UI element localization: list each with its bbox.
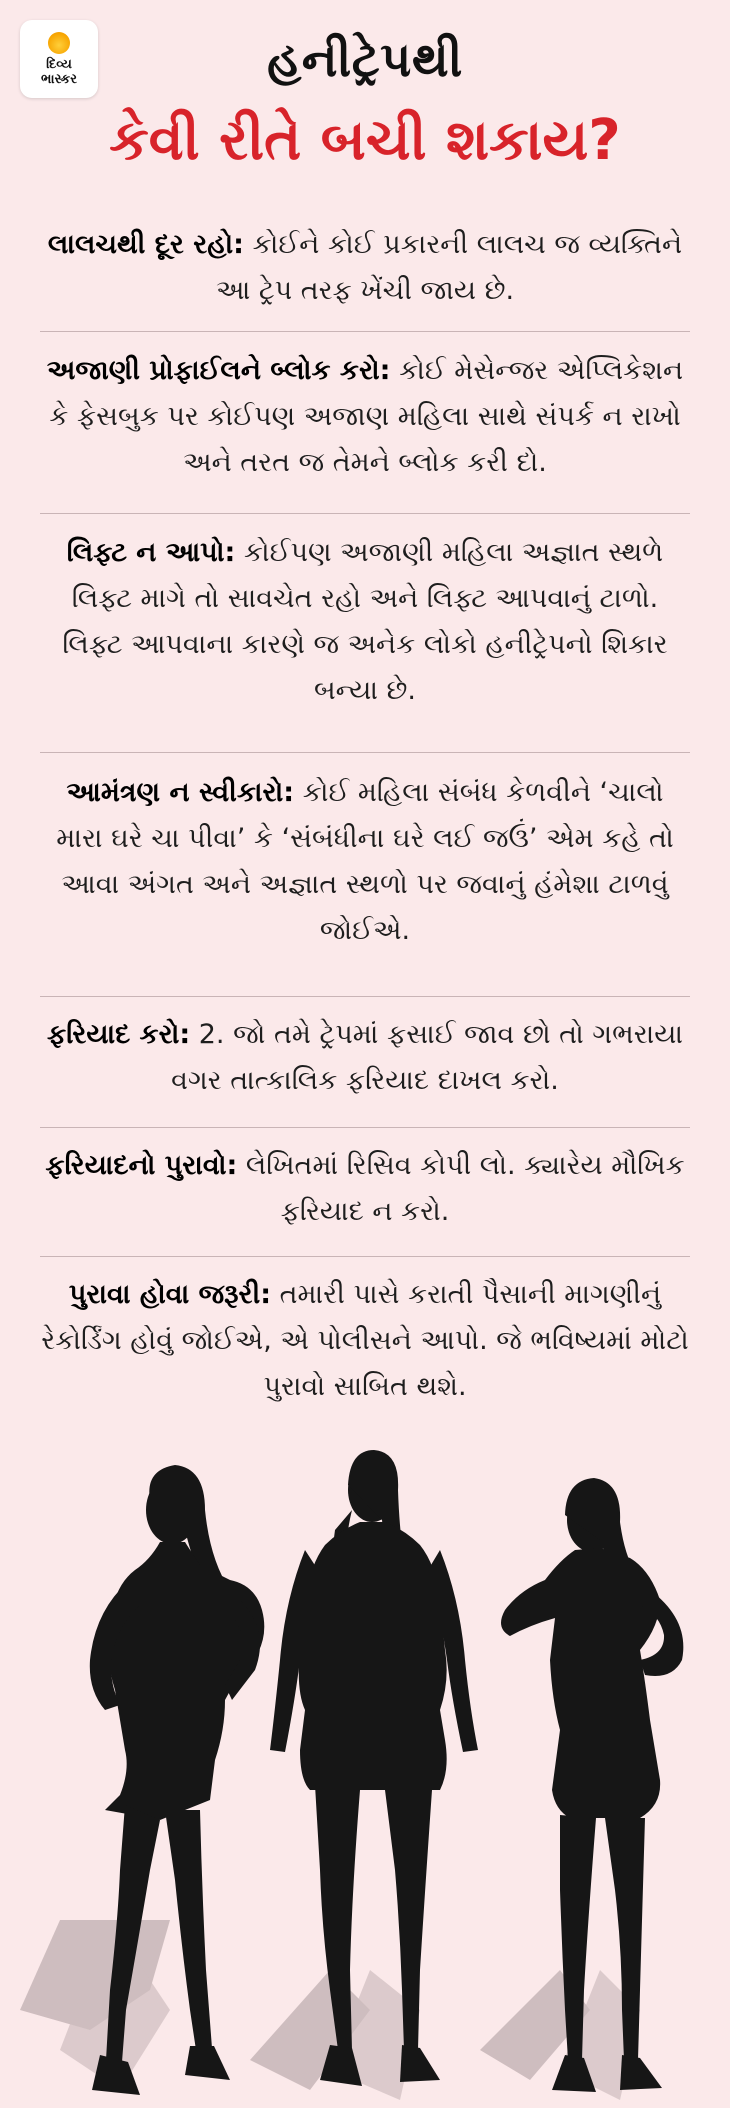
tip-3 [40,530,690,714]
tip-6-text: લેખિતમાં રિસિવ કોપી લો. ક્યારેય મૌખિક ફરિયાદ ન કરો. [237,1150,685,1227]
tip-4-heading: આમંત્રણ ન સ્વીકારો: [66,777,295,808]
tip-4 [40,770,690,954]
divider [40,752,690,753]
tip-2-text: કોઈ મેસેન્જર એપ્લિકેશન કે ફેસબુક પર કોઈપણ અજાણ મહિલા સાથે સંપર્ક ન રાખો અને તરત જ તેમને બ્લોક કરી દો. [49,355,684,478]
divider [40,1256,690,1257]
tip-7-heading: પુરાવા હોવા જરૂરી: [68,1279,272,1310]
tip-1 [40,222,690,314]
tip-1-heading: લાલચથી દૂર રહો: [47,229,244,260]
title-line1: હનીટ્રેપથી [267,32,463,88]
divider [40,1127,690,1128]
divider [40,996,690,997]
divider [40,331,690,332]
tip-2-heading: અજાણી પ્રોફાઈલને બ્લોક કરો: [46,355,391,386]
tip-6 [40,1143,690,1235]
title-line2: કેવી રીતે બચી શકાય? [109,108,621,173]
tip-7-text: તમારી પાસે કરાતી પૈસાની માગણીનું રેકોર્ડિંગ હોવું જોઈએ, એ પોલીસને આપો. જે ભવિષ્યમાં મોટો પુરાવો સાબિત થશે. [41,1279,689,1402]
tip-7 [40,1272,690,1410]
tip-3-heading: લિફ્ટ ન આપો: [66,537,236,568]
tip-2 [40,348,690,486]
brand-name-line1: દિવ્ય [46,56,72,72]
tip-6-heading: ફરિયાદનો પુરાવો: [45,1150,238,1181]
brand-name-line2: ભાસ્કર [41,71,77,87]
tip-5-heading: ફરિયાદ કરો: [47,1019,191,1050]
divider [40,513,690,514]
silhouette-left [90,1465,264,2095]
tip-1-text: કોઈને કોઈ પ્રકારની લાલચ જ વ્યક્તિને આ ટ્રેપ તરફ ખેંચી જાય છે. [215,229,683,306]
tip-4-text: કોઈ મહિલા સંબંધ કેળવીને ‘ચાલો મારા ઘરે ચા પીવા’ કે ‘સંબંધીના ઘરે લઈ જઉં’ એમ કહે તો આવા અંગત અને અજ્ઞાત સ્થળો પર જવાનું હંમેશા ટાળવું જોઈએ. [56,777,674,946]
women-silhouettes-illustration [0,1450,730,2108]
tip-5 [40,1012,690,1104]
tip-5-text: 2. જો તમે ટ્રેપમાં ફસાઈ જાવ છો તો ગભરાયા વગર તાત્કાલિક ફરિયાદ દાખલ કરો. [171,1019,683,1096]
tip-3-text: કોઈપણ અજાણી મહિલા અજ્ઞાત સ્થળે લિફ્ટ માગે તો સાવચેત રહો અને લિફ્ટ આપવાનું ટાળો. લિફ્ટ આપવાના કારણે જ અનેક લોકો હનીટ્રેપનો શિકાર બન્યા છે. [62,537,668,706]
